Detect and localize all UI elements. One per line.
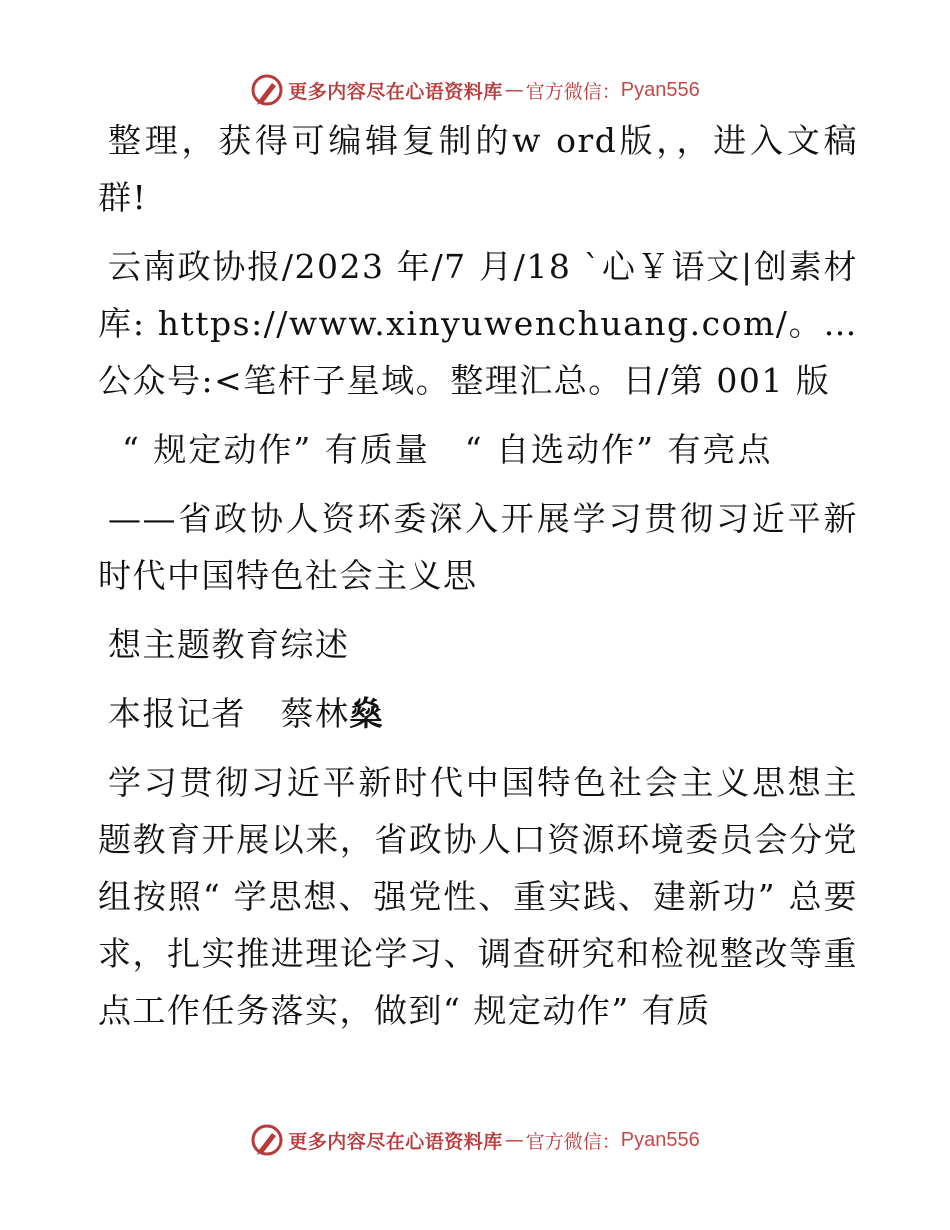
byline bbox=[98, 685, 858, 742]
footer-banner bbox=[0, 1120, 950, 1160]
banner-slogan: 更多内容尽在心语资料库 bbox=[288, 80, 503, 103]
paragraph-source: 云南政协报/2023 年/7 月/18 `心￥语文|创素材库: https://www.xinyuwenchuang.com/。…公众号:<笔杆子星域。整理汇总。日/第 001 版 bbox=[98, 247, 858, 400]
byline-name-char: 燊 bbox=[349, 694, 384, 733]
article-subtitle-continued: 想主题教育综述 bbox=[108, 625, 350, 664]
pen-logo-icon bbox=[250, 1123, 284, 1157]
banner-wechat-id: Pyan556 bbox=[620, 78, 700, 101]
banner-wechat-label: 官方微信： bbox=[525, 80, 621, 103]
article-subtitle: ——省政协人资环委深入开展学习贯彻习近平新时代中国特色社会主义思 bbox=[98, 499, 858, 595]
banner-slogan: 更多内容尽在心语资料库 bbox=[288, 1130, 503, 1153]
byline-prefix: 本报记者 蔡林 bbox=[108, 694, 350, 733]
paragraph-intro: 整理，获得可编辑复制的w ord版，，进入文稿群! bbox=[98, 121, 858, 217]
banner-wechat-label: 官方微信： bbox=[525, 1130, 621, 1153]
banner-wechat-id: Pyan556 bbox=[620, 1128, 700, 1151]
banner-dash: — bbox=[504, 1129, 524, 1151]
header-banner bbox=[0, 70, 950, 110]
article-title: “ 规定动作” 有质量 “ 自选动作” 有亮点 bbox=[122, 430, 773, 469]
pen-logo-icon bbox=[250, 73, 284, 107]
banner-dash: — bbox=[504, 79, 524, 101]
paragraph-body: 学习贯彻习近平新时代中国特色社会主义思想主题教育开展以来，省政协人口资源环境委员会分党组按照“ 学思想、强党性、重实践、建新功” 总要求，扎实推进理论学习、调查研究和检视整改等重点工作任务落实，做到“ 规定动作” 有质 bbox=[98, 763, 858, 1030]
document-body bbox=[98, 112, 858, 1051]
